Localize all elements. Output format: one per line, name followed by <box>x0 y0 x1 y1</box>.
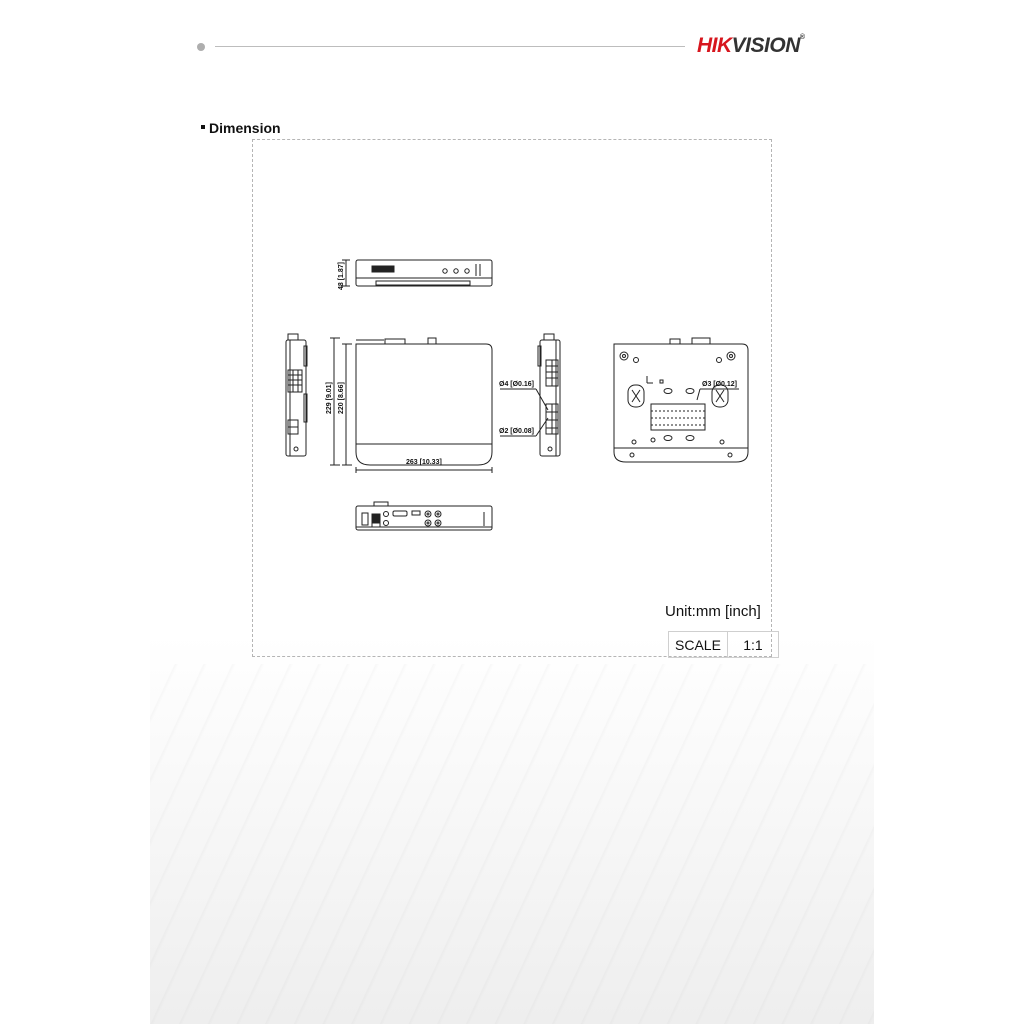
dim-hole-d2: Ø2 [Ø0.08] <box>499 428 535 435</box>
left-side-view <box>286 334 307 456</box>
logo-vision: VISION <box>731 34 800 57</box>
logo-hik: HIK <box>697 34 732 57</box>
bottom-view <box>614 338 748 462</box>
dim-hole-d4: Ø4 [Ø0.16] <box>499 381 535 388</box>
front-view <box>342 260 492 286</box>
right-side-view <box>500 334 560 456</box>
unit-label: Unit:mm [inch] <box>665 603 761 620</box>
scale-label: SCALE <box>669 632 728 658</box>
dim-depth-total: 229 [9.01] <box>326 382 333 414</box>
dim-height: 48 [1.87] <box>338 261 345 290</box>
top-view <box>330 338 492 473</box>
section-title-text: Dimension <box>209 120 281 136</box>
scale-row <box>669 632 779 658</box>
logo-registered-mark: ® <box>799 34 805 41</box>
scale-value: 1:1 <box>727 632 778 658</box>
dim-depth-body: 220 [8.66] <box>338 382 345 414</box>
dim-width: 263 [10.33] <box>406 459 442 466</box>
scale-table <box>668 631 779 658</box>
rear-view <box>356 502 492 530</box>
dim-hole-d3: Ø3 [Ø0.12] <box>702 381 738 388</box>
